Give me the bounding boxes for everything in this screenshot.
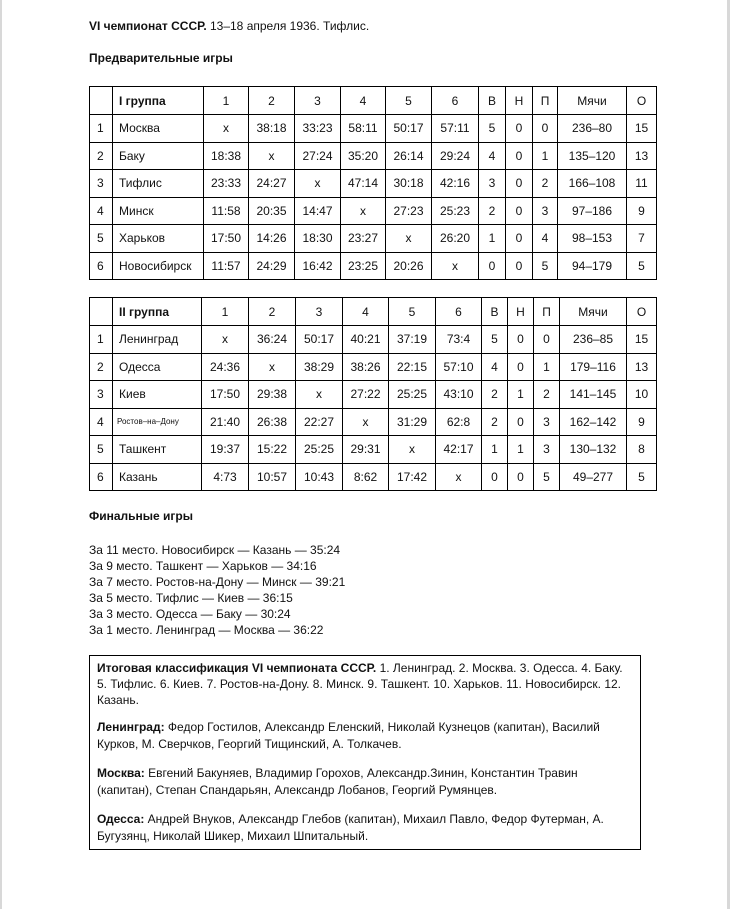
score-cell: 3 xyxy=(534,436,560,464)
score-cell: x xyxy=(249,142,295,170)
team-name-cell: Москва xyxy=(113,115,204,143)
score-cell: 0 xyxy=(506,225,533,253)
score-cell: 22:15 xyxy=(389,353,436,381)
finals-list xyxy=(89,542,345,638)
score-cell: 10 xyxy=(627,381,657,409)
column-header: О xyxy=(627,298,657,326)
roster-team: Москва: xyxy=(97,766,145,780)
column-header: Н xyxy=(508,298,534,326)
column-header: 1 xyxy=(202,298,249,326)
score-cell: 1 xyxy=(482,436,508,464)
score-cell: 11:58 xyxy=(204,197,249,225)
title-bold: VI чемпионат СССР. xyxy=(89,19,207,33)
score-cell: 15 xyxy=(627,326,657,354)
table-header-row xyxy=(90,87,657,115)
column-header: 2 xyxy=(249,298,296,326)
score-cell: x xyxy=(249,353,296,381)
score-cell: 24:29 xyxy=(249,252,295,280)
score-cell: 27:22 xyxy=(343,381,389,409)
table-row xyxy=(90,115,657,143)
column-header: Н xyxy=(506,87,533,115)
team-name-cell: Минск xyxy=(113,197,204,225)
column-header: 4 xyxy=(343,298,389,326)
score-cell: 29:31 xyxy=(343,436,389,464)
column-header: 3 xyxy=(295,87,341,115)
roster-leningrad xyxy=(97,719,634,753)
score-cell: 19:37 xyxy=(202,436,249,464)
score-cell: 5 xyxy=(627,463,657,491)
score-cell: 29:38 xyxy=(249,381,296,409)
score-cell: 25:25 xyxy=(389,381,436,409)
score-cell: 166–108 xyxy=(558,170,627,198)
final-game: За 9 место. Ташкент — Харьков — 34:16 xyxy=(89,559,317,573)
score-cell: 50:17 xyxy=(296,326,343,354)
score-cell: 17:42 xyxy=(389,463,436,491)
team-name-cell: Ташкент xyxy=(113,436,202,464)
score-cell: 30:18 xyxy=(386,170,432,198)
score-cell: 16:42 xyxy=(295,252,341,280)
score-cell: 7 xyxy=(627,225,657,253)
column-header: 5 xyxy=(389,298,436,326)
score-cell: 38:18 xyxy=(249,115,295,143)
score-cell: 2 xyxy=(482,381,508,409)
rank-cell: 2 xyxy=(90,142,113,170)
score-cell: 0 xyxy=(506,252,533,280)
rank-cell: 6 xyxy=(90,463,113,491)
score-cell: 11 xyxy=(627,170,657,198)
column-header: В xyxy=(482,298,508,326)
score-cell: 0 xyxy=(482,463,508,491)
score-cell: 0 xyxy=(506,142,533,170)
score-cell: x xyxy=(436,463,482,491)
roster-team: Ленинград: xyxy=(97,720,165,734)
rank-cell: 6 xyxy=(90,252,113,280)
classification-text: 1. Ленинград. 2. Москва. 3. Одесса. 4. Баку. 5. Тифлис. 6. Киев. 7. Ростов-на-Дону. 8. Минск. 9. Ташкент. 10. Харьков. 11. Новосибирск. 12. Казань. xyxy=(97,661,623,707)
team-name-cell: Харьков xyxy=(113,225,204,253)
score-cell: 23:33 xyxy=(204,170,249,198)
final-game: За 5 место. Тифлис — Киев — 36:15 xyxy=(89,591,293,605)
score-cell: 0 xyxy=(508,463,534,491)
score-cell: 3 xyxy=(479,170,506,198)
score-cell: 17:50 xyxy=(202,381,249,409)
score-cell: 8 xyxy=(627,436,657,464)
score-cell: 31:29 xyxy=(389,408,436,436)
column-header: Мячи xyxy=(558,87,627,115)
score-cell: 97–186 xyxy=(558,197,627,225)
roster-odessa xyxy=(97,811,634,845)
score-cell: 1 xyxy=(508,381,534,409)
title-rest: 13–18 апреля 1936. Тифлис. xyxy=(206,19,370,33)
score-cell: x xyxy=(202,326,249,354)
score-cell: 5 xyxy=(627,252,657,280)
score-cell: 25:25 xyxy=(296,436,343,464)
score-cell: 4:73 xyxy=(202,463,249,491)
score-cell: 22:27 xyxy=(296,408,343,436)
column-header: П xyxy=(534,298,560,326)
column-header: В xyxy=(479,87,506,115)
page-left-edge xyxy=(0,0,2,909)
column-header: 4 xyxy=(341,87,386,115)
score-cell: 10:57 xyxy=(249,463,296,491)
column-header: 3 xyxy=(296,298,343,326)
score-cell: x xyxy=(386,225,432,253)
score-cell: 1 xyxy=(534,353,560,381)
score-cell: 27:23 xyxy=(386,197,432,225)
score-cell: 18:38 xyxy=(204,142,249,170)
roster-team: Одесса: xyxy=(97,812,145,826)
score-cell: 33:23 xyxy=(295,115,341,143)
score-cell: 0 xyxy=(508,326,534,354)
score-cell: 9 xyxy=(627,197,657,225)
score-cell: 38:29 xyxy=(296,353,343,381)
score-cell: 5 xyxy=(533,252,558,280)
column-header: 2 xyxy=(249,87,295,115)
table-row xyxy=(90,170,657,198)
score-cell: 2 xyxy=(479,197,506,225)
score-cell: 3 xyxy=(533,197,558,225)
team-name-cell: Новосибирск xyxy=(113,252,204,280)
column-header: П xyxy=(533,87,558,115)
score-cell: 4 xyxy=(482,353,508,381)
score-cell: 0 xyxy=(506,115,533,143)
final-game: За 3 место. Одесса — Баку — 30:24 xyxy=(89,607,291,621)
rank-cell: 3 xyxy=(90,170,113,198)
table-row xyxy=(90,436,657,464)
score-cell: 0 xyxy=(533,115,558,143)
score-cell: 5 xyxy=(534,463,560,491)
score-cell: 135–120 xyxy=(558,142,627,170)
score-cell: 9 xyxy=(627,408,657,436)
score-cell: 20:35 xyxy=(249,197,295,225)
score-cell: 18:30 xyxy=(295,225,341,253)
score-cell: 23:27 xyxy=(341,225,386,253)
column-header: 5 xyxy=(386,87,432,115)
score-cell: x xyxy=(295,170,341,198)
score-cell: 3 xyxy=(534,408,560,436)
table-row xyxy=(90,142,657,170)
score-cell: 27:24 xyxy=(295,142,341,170)
score-cell: 38:26 xyxy=(343,353,389,381)
final-classification xyxy=(97,660,634,708)
score-cell: 0 xyxy=(508,408,534,436)
score-cell: 50:17 xyxy=(386,115,432,143)
score-cell: 2 xyxy=(482,408,508,436)
team-name-cell: Одесса xyxy=(113,353,202,381)
score-cell: 15 xyxy=(627,115,657,143)
table-row xyxy=(90,353,657,381)
score-cell: 58:11 xyxy=(341,115,386,143)
score-cell: 17:50 xyxy=(204,225,249,253)
table-row xyxy=(90,408,657,436)
score-cell: 2 xyxy=(533,170,558,198)
rank-cell xyxy=(90,298,113,326)
table-row xyxy=(90,252,657,280)
score-cell: 43:10 xyxy=(436,381,482,409)
score-cell: 162–142 xyxy=(560,408,627,436)
score-cell: 0 xyxy=(506,170,533,198)
score-cell: 26:14 xyxy=(386,142,432,170)
score-cell: 0 xyxy=(479,252,506,280)
score-cell: 4 xyxy=(533,225,558,253)
column-header: О xyxy=(627,87,657,115)
score-cell: 47:14 xyxy=(341,170,386,198)
score-cell: 42:17 xyxy=(436,436,482,464)
team-name-cell: Ростов–на–Дону xyxy=(113,408,202,436)
rank-cell: 1 xyxy=(90,326,113,354)
score-cell: 0 xyxy=(508,353,534,381)
group-name-header: II группа xyxy=(113,298,202,326)
score-cell: 4 xyxy=(479,142,506,170)
page-title xyxy=(89,18,369,34)
score-cell: 62:8 xyxy=(436,408,482,436)
score-cell: 25:23 xyxy=(432,197,479,225)
final-game: За 7 место. Ростов-на-Дону — Минск — 39:21 xyxy=(89,575,346,589)
score-cell: 1 xyxy=(533,142,558,170)
score-cell: x xyxy=(389,436,436,464)
score-cell: 0 xyxy=(506,197,533,225)
column-header: 6 xyxy=(436,298,482,326)
group1-table xyxy=(89,86,657,280)
preliminary-heading: Предварительные игры xyxy=(89,51,233,65)
score-cell: 1 xyxy=(479,225,506,253)
table-row xyxy=(90,225,657,253)
summary-box xyxy=(89,655,641,850)
table-row xyxy=(90,326,657,354)
score-cell: 73:4 xyxy=(436,326,482,354)
score-cell: 2 xyxy=(534,381,560,409)
score-cell: 98–153 xyxy=(558,225,627,253)
score-cell: 24:36 xyxy=(202,353,249,381)
score-cell: 5 xyxy=(479,115,506,143)
score-cell: 14:47 xyxy=(295,197,341,225)
score-cell: 179–116 xyxy=(560,353,627,381)
team-name-cell: Киев xyxy=(113,381,202,409)
table-header-row xyxy=(90,298,657,326)
score-cell: 36:24 xyxy=(249,326,296,354)
group-name-header: I группа xyxy=(113,87,204,115)
team-name-cell: Казань xyxy=(113,463,202,491)
final-game: За 1 место. Ленинград — Москва — 36:22 xyxy=(89,623,324,637)
finals-heading: Финальные игры xyxy=(89,509,193,523)
score-cell: 0 xyxy=(534,326,560,354)
score-cell: 29:24 xyxy=(432,142,479,170)
score-cell: 141–145 xyxy=(560,381,627,409)
roster-players: Андрей Внуков, Александр Глебов (капитан), Михаил Павло, Федор Футерман, А. Бугузянц, Николай Шикер, Михаил Шпитальный. xyxy=(97,812,604,843)
roster-players: Евгений Бакуняев, Владимир Горохов, Александр.Зинин, Константин Травин (капитан), Степан Спандарьян, Александр Лобанов, Георгий Румянцев. xyxy=(97,766,578,797)
score-cell: 13 xyxy=(627,353,657,381)
score-cell: 23:25 xyxy=(341,252,386,280)
score-cell: 20:26 xyxy=(386,252,432,280)
score-cell: x xyxy=(341,197,386,225)
roster-players: Федор Гостилов, Александр Еленский, Николай Кузнецов (капитан), Василий Курков, М. Сверчков, Георгий Тищинский, А. Толкачев. xyxy=(97,720,600,751)
score-cell: 42:16 xyxy=(432,170,479,198)
table-row xyxy=(90,381,657,409)
score-cell: 130–132 xyxy=(560,436,627,464)
score-cell: 11:57 xyxy=(204,252,249,280)
score-cell: 1 xyxy=(508,436,534,464)
score-cell: 13 xyxy=(627,142,657,170)
rank-cell: 5 xyxy=(90,436,113,464)
final-game: За 11 место. Новосибирск — Казань — 35:24 xyxy=(89,543,341,557)
rank-cell: 2 xyxy=(90,353,113,381)
score-cell: 35:20 xyxy=(341,142,386,170)
score-cell: 236–80 xyxy=(558,115,627,143)
score-cell: 26:38 xyxy=(249,408,296,436)
score-cell: 57:10 xyxy=(436,353,482,381)
team-name-cell: Тифлис xyxy=(113,170,204,198)
score-cell: 236–85 xyxy=(560,326,627,354)
score-cell: 37:19 xyxy=(389,326,436,354)
score-cell: x xyxy=(204,115,249,143)
score-cell: 49–277 xyxy=(560,463,627,491)
rank-cell: 1 xyxy=(90,115,113,143)
team-name-cell: Ленинград xyxy=(113,326,202,354)
rank-cell: 3 xyxy=(90,381,113,409)
score-cell: 26:20 xyxy=(432,225,479,253)
score-cell: 14:26 xyxy=(249,225,295,253)
score-cell: 94–179 xyxy=(558,252,627,280)
score-cell: 10:43 xyxy=(296,463,343,491)
roster-moskva xyxy=(97,765,634,799)
rank-cell: 4 xyxy=(90,408,113,436)
column-header: Мячи xyxy=(560,298,627,326)
column-header: 1 xyxy=(204,87,249,115)
column-header: 6 xyxy=(432,87,479,115)
score-cell: 21:40 xyxy=(202,408,249,436)
score-cell: 40:21 xyxy=(343,326,389,354)
table-row xyxy=(90,197,657,225)
score-cell: 57:11 xyxy=(432,115,479,143)
score-cell: x xyxy=(343,408,389,436)
score-cell: x xyxy=(296,381,343,409)
score-cell: 8:62 xyxy=(343,463,389,491)
score-cell: x xyxy=(432,252,479,280)
team-name-cell: Баку xyxy=(113,142,204,170)
rank-cell: 5 xyxy=(90,225,113,253)
score-cell: 15:22 xyxy=(249,436,296,464)
group2-table xyxy=(89,297,657,491)
rank-cell xyxy=(90,87,113,115)
score-cell: 5 xyxy=(482,326,508,354)
table-row xyxy=(90,463,657,491)
rank-cell: 4 xyxy=(90,197,113,225)
classification-label: Итоговая классификация VI чемпионата СССР. xyxy=(97,661,377,675)
score-cell: 24:27 xyxy=(249,170,295,198)
